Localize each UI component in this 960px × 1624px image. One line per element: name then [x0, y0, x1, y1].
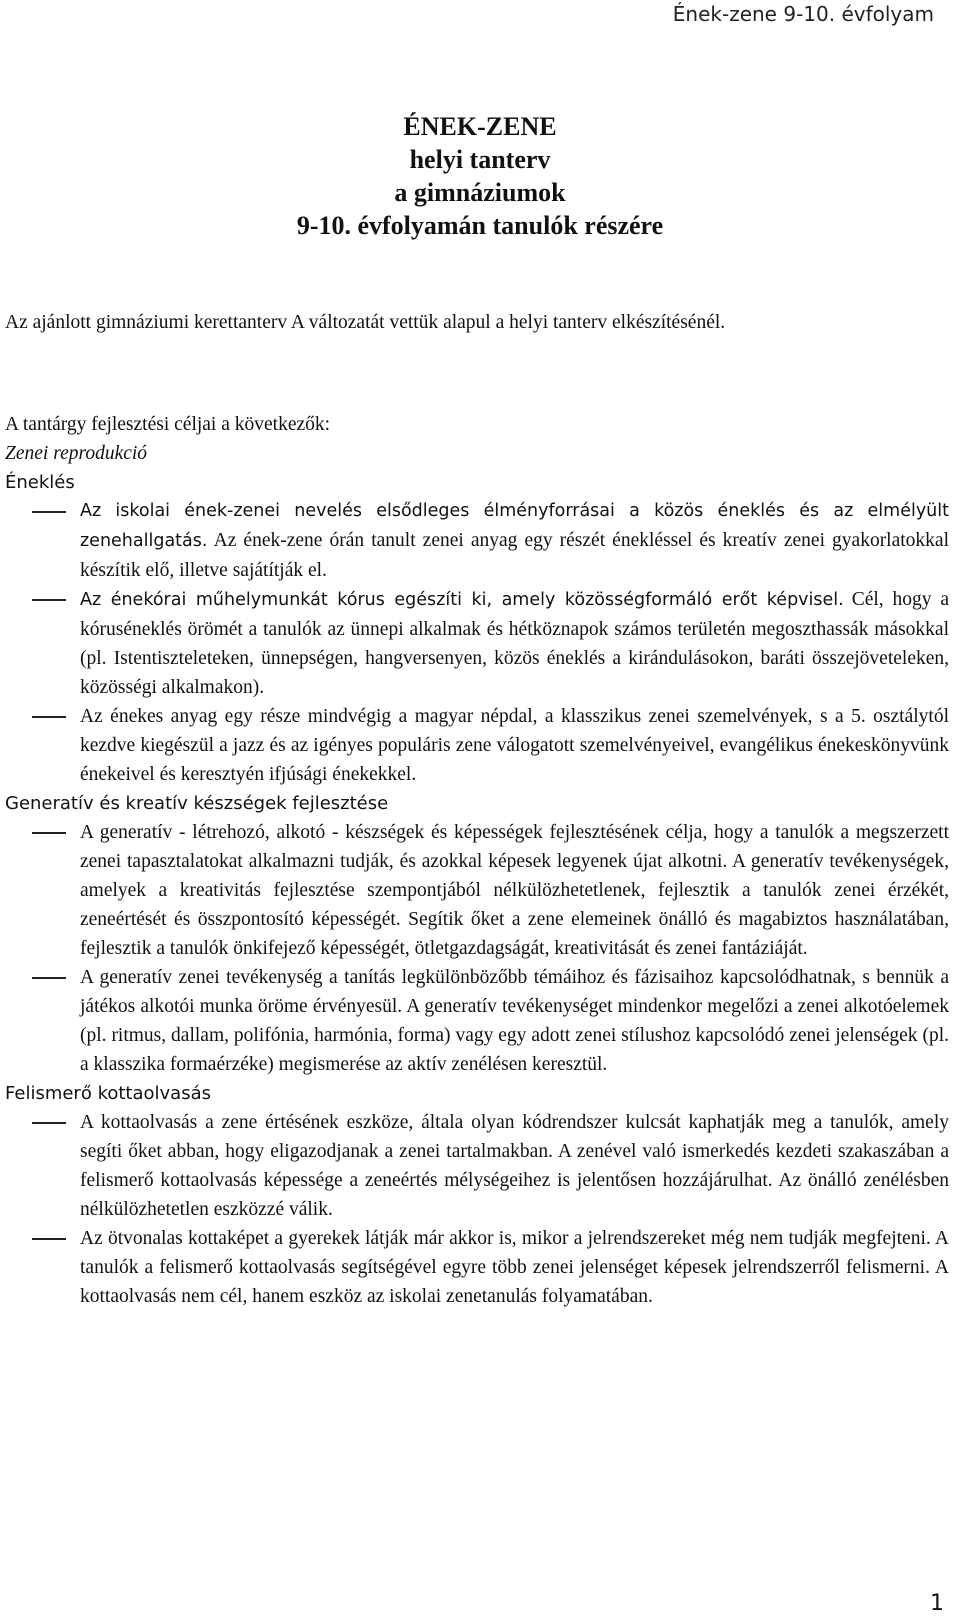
list-item [5, 497, 949, 585]
list-item-text: A kottaolvasás a zene értésének eszköze, általa olyan kódrendszer kulcsát kaphatják meg a tanulók, amely segíti őket abban, hogy eligazodjanak a zenei tartalmakban. A zenével való ismerkedés kezdeti szakaszában a felismerő kottaolvasás képessége a zeneértés mélységeihez is jelentősen hozzájárulhat. Az önálló zenélésben nélkülözhetetlen eszközzé válik. [80, 1112, 949, 1220]
title-line-1: ÉNEK-ZENE [403, 112, 557, 141]
reading-heading: Felismerő kottaolvasás [5, 1083, 211, 1104]
page-header: Ének-zene 9-10. évfolyam [672, 2, 934, 26]
list-item-text: Cél, hogy a kóruséneklés örömét a tanulók az ünnepi alkalmak és hétköznapok számos területén megoszthassák másokkal (pl. Istentiszteleteken, ünnepségen, hangversenyen, közös éneklés a kirándulásokon, baráti összejöveteleken, közösségi alkalmakon). [80, 589, 949, 698]
page-number: 1 [930, 1591, 944, 1616]
title-line-4: 9-10. évfolyamán tanulók részére [296, 211, 664, 240]
list-item [5, 1108, 949, 1224]
generative-heading: Generatív és kreatív készségek fejlesztése [5, 793, 389, 814]
reproduction-heading: Zenei reprodukció [5, 443, 148, 464]
list-item [5, 963, 949, 1079]
singing-heading: Éneklés [5, 472, 75, 493]
list-item-text: Az ének-zene órán tanult zenei anyag egy részét énekléssel és kreatív zenei gyakorlatokkal készítik elő, illetve sajátítják el. [80, 530, 949, 581]
title-line-2: helyi tanterv [409, 145, 551, 174]
intro-paragraph: Az ajánlott gimnáziumi kerettanterv A változatát vettük alapul a helyi tanterv elkészítésénél. [5, 312, 726, 333]
list-item [5, 1224, 949, 1311]
list-item [5, 585, 949, 702]
title-line-3: a gimnáziumok [394, 178, 566, 207]
list-item-text: Az énekes anyag egy része mindvégig a magyar népdal, a klasszikus zenei szemelvények, s a 5. osztálytól kezdve kiegészül a jazz és az igényes populáris zene válogatott szemelvényeivel, evangélikus énekeskönyvünk énekeivel és keresztyén ifjúsági énekekkel. [80, 706, 949, 785]
list-item-text: Az ötvonalas kottaképet a gyerekek látják már akkor is, mikor a jelrendszereket még nem tudják megfejteni. A tanulók a felismerő kottaolvasás segítségével egyre több zenei jelenséget képesek jelrendszerről felismerni. A kottaolvasás nem cél, hanem eszköz az iskolai zenetanulás folyamatában. [80, 1228, 949, 1307]
document-body [5, 410, 949, 1311]
list-item-text: A generatív zenei tevékenység a tanítás legkülönbözőbb témáihoz és fázisaihoz kapcsolódhatnak, s bennük a játékos alkotói munka öröme érvényesül. A generatív tevékenységet mindenkor megelőzi a zenei alkotóelemek (pl. ritmus, dallam, polifónia, harmónia, forma) vagy egy adott zenei stílushoz kapcsolódó zenei jelenségek (pl. a klasszika formaérzéke) megismerése az aktív zenélésen keresztül. [80, 967, 949, 1075]
list-item-text: A generatív - létrehozó, alkotó - készségek és képességek fejlesztésének célja, hogy a tanulók a megszerzett zenei tapasztalatokat alkalmazni tudják, és azokkal képesek legyenek újat alkotni. A generatív tevékenységek, amelyek a kreativitás fejlesztése szempontjából nélkülözhetetlenek, fejlesztik a tanulók zenei érzékét, zeneértését és összpontosító képességét. Segítik őket a zene elemeinek önálló és magabiztos használatában, fejlesztik a tanulók önkifejező képességét, ötletgazdagságát, kreativitását és zenei fantáziáját. [80, 822, 949, 959]
list-item-text: Az iskolai ének-zenei nevelés elsődleges élményforrásai a közös éneklés és az elmélyült zenehallgatás. [80, 501, 949, 551]
list-item [5, 818, 949, 963]
document-title [0, 110, 960, 242]
list-item-text: Az énekórai műhelymunkát kórus egészíti ki, amely közösségformáló erőt képvisel. [80, 590, 844, 610]
goals-heading: A tantárgy fejlesztési céljai a következők: [5, 414, 331, 435]
list-item [5, 702, 949, 789]
